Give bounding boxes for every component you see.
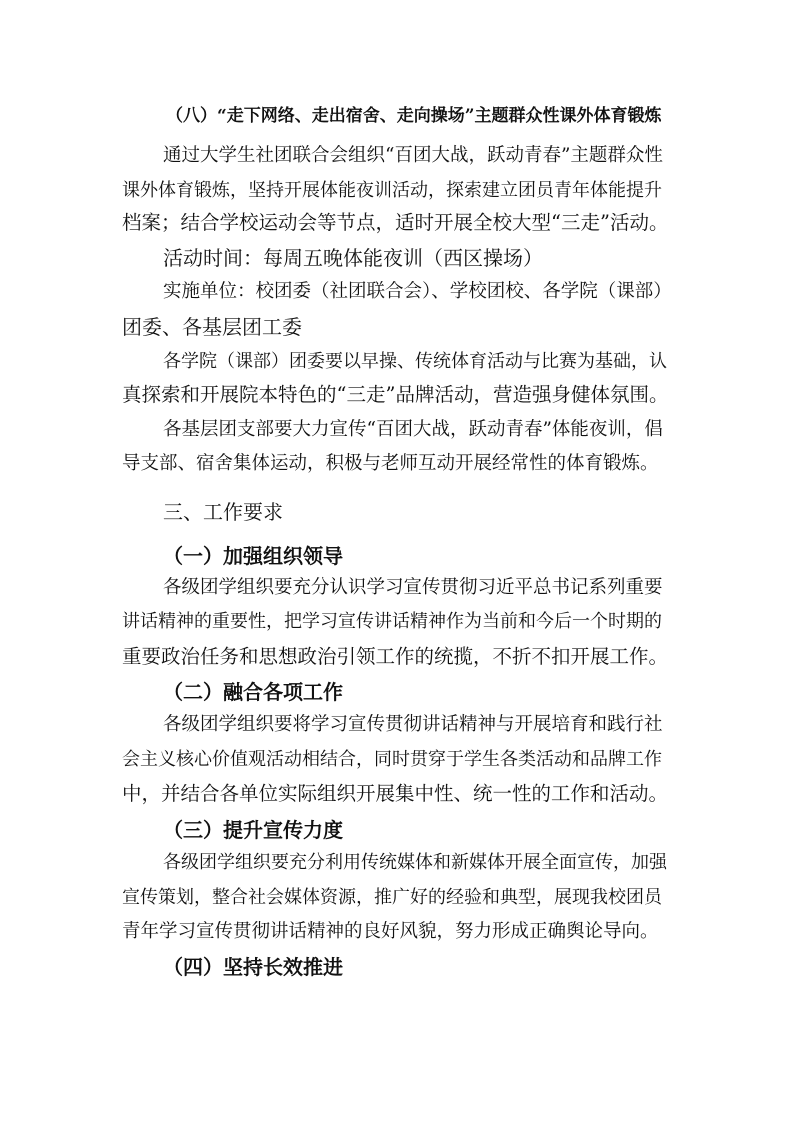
- paragraph-line: 宣传策划，整合社会媒体资源，推广好的经验和典型，展现我校团员: [122, 887, 662, 908]
- paragraph-line: 档案；结合学校运动会等节点，适时开展全校大型“三走”活动。: [122, 211, 669, 234]
- implementing-units-line: 团委、各基层团工委: [122, 315, 302, 339]
- subsection-heading: （二）融合各项工作: [163, 680, 343, 704]
- paragraph-line: 各学院（课部）团委要以早操、传统体育活动与比赛为基础，认: [163, 351, 667, 372]
- paragraph-line: 中，并结合各单位实际组织开展集中性、统一性的工作和活动。: [122, 782, 669, 805]
- paragraph-line: 真探索和开展院本特色的“三走”品牌活动，营造强身健体氛围。: [122, 383, 669, 406]
- paragraph-line: 讲话精神的重要性，把学习宣传讲话精神作为当前和今后一个时期的: [122, 611, 662, 632]
- subsection-heading: （四）坚持长效推进: [163, 955, 343, 979]
- paragraph-line: 各级团学组织要充分认识学习宣传贯彻习近平总书记系列重要: [163, 577, 663, 598]
- paragraph-line: 通过大学生社团联合会组织“百团大战，跃动青春”主题群众性: [163, 145, 663, 166]
- paragraph-line: 各级团学组织要将学习宣传贯彻讲话精神与开展培育和践行社: [163, 714, 663, 735]
- paragraph-line: 青年学习宣传贯彻讲话精神的良好风貌，努力形成正确舆论导向。: [122, 921, 659, 942]
- paragraph-line: 导支部、宿舍集体运动，积极与老师互动开展经常性的体育锻炼。: [122, 453, 659, 474]
- paragraph-line: 会主义核心价值观活动相结合，同时贯穿于学生各类活动和品牌工作: [122, 749, 662, 770]
- section-8-heading: （八）“走下网络、走出宿舍、走向操场”主题群众性课外体育锻炼: [166, 106, 662, 126]
- paragraph-line: 各级团学组织要充分利用传统媒体和新媒体开展全面宣传，加强: [163, 852, 667, 873]
- subsection-heading: （一）加强组织领导: [163, 544, 343, 568]
- paragraph-line: 各基层团支部要大力宣传“百团大战，跃动青春”体能夜训，倡: [163, 419, 663, 440]
- subsection-heading: （三）提升宣传力度: [163, 818, 343, 842]
- activity-time: 活动时间：每周五晚体能夜训（西区操场）: [163, 246, 543, 270]
- paragraph-line: 课外体育锻炼，坚持开展体能夜训活动，探索建立团员青年体能提升: [122, 180, 662, 201]
- paragraph-line: 重要政治任务和思想政治引领工作的统揽，不折不扣开展工作。: [122, 645, 669, 668]
- implementing-units-line: 实施单位：校团委（社团联合会）、学校团校、各学院（课部）: [163, 281, 672, 302]
- section-3-heading: 三、工作要求: [163, 500, 283, 524]
